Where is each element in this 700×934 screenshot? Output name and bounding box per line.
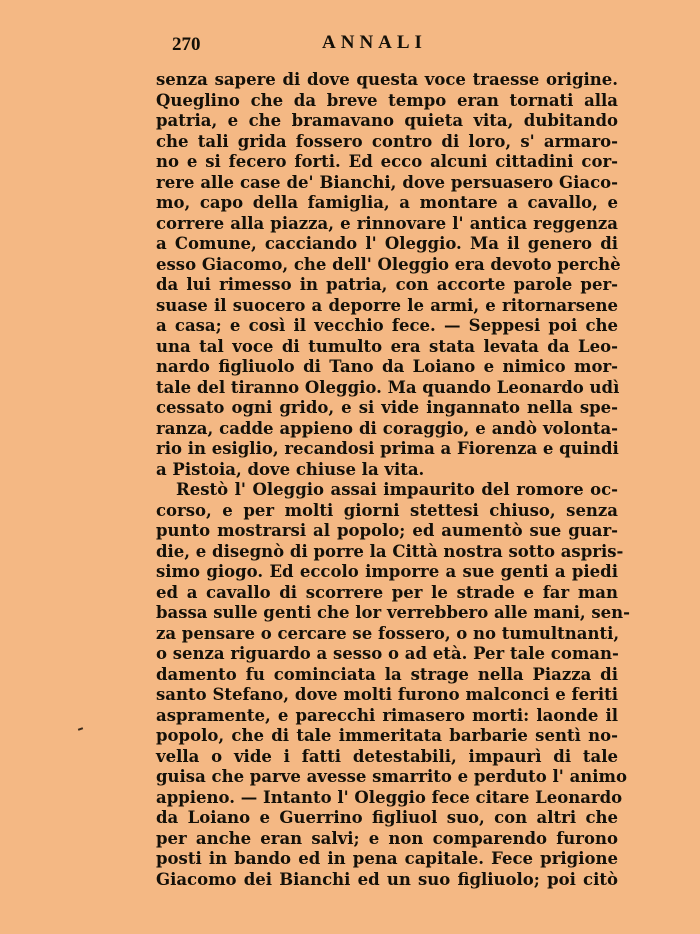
text-line: a Pistoia, dove chiuse la vita.: [156, 459, 425, 479]
page-number: 270: [172, 34, 201, 55]
text-line: da lui rimesso in patria, con accorte parole per-: [156, 275, 618, 294]
text-line: suase il suocero a deporre le armi, e ritornarsene: [156, 295, 618, 315]
text-line: Giacomo dei Bianchi ed un suo figliuolo; poi citò: [156, 869, 618, 889]
text-line: per anche eran salvi; e non comparendo furono: [156, 828, 618, 848]
text-line: una tal voce di tumulto era stata levata da Leo-: [156, 336, 618, 356]
text-line: senza sapere di dove questa voce traesse origine.: [156, 70, 618, 89]
text-line: corso, e per molti giorni stettesi chiuso, senza: [156, 500, 618, 520]
text-line: santo Stefano, dove molti furono malconci e feriti: [156, 685, 618, 704]
text-line: correre alla piazza, e rinnovare l' antica reggenza: [156, 213, 618, 233]
text-line: die, e disegnò di porre la Città nostra sotto aspris-: [156, 541, 624, 561]
text-line: simo giogo. Ed eccolo imporre a sue genti a piedi: [156, 562, 618, 581]
text-line: patria, e che bramavano quieta vita, dubitando: [156, 111, 618, 130]
text-line: rere alle case de' Bianchi, dove persuasero Giaco-: [156, 172, 618, 192]
text-line: za pensare o cercare se fossero, o no tumultnanti,: [156, 623, 620, 643]
text-line: o senza riguardo a sesso o ad età. Per tale coman-: [156, 644, 619, 663]
text-line: da Loiano e Guerrino figliuol suo, con altri che: [156, 808, 618, 827]
text-line: rio in esiglio, recandosi prima a Fiorenza e quindi: [156, 439, 619, 458]
running-title: ANNALI: [322, 32, 427, 53]
text-line: vella o vide i fatti detestabili, impaurì di tale: [156, 746, 618, 766]
text-line: che tali grida fossero contro di loro, s' armaro-: [156, 131, 618, 151]
text-line: appieno. — Intanto l' Oleggio fece citare Leonardo: [156, 787, 623, 807]
text-line: aspramente, e parecchi rimasero morti: laonde il: [156, 705, 618, 725]
text-line: guisa che parve avesse smarrito e perduto l' animo: [156, 767, 627, 786]
text-line: nardo figliuolo di Tano da Loiano e nimico mor-: [156, 357, 618, 376]
text-line: cessato ogni grido, e si vide ingannato nella spe-: [156, 398, 618, 417]
text-line: Queglino che da breve tempo eran tornati alla: [156, 90, 618, 110]
paragraph-1: [156, 70, 621, 480]
text-line: ed a cavallo di scorrere per le strade e far man: [156, 582, 618, 602]
paragraph-2: [156, 480, 630, 890]
text-line: esso Giacomo, che dell' Oleggio era devoto perchè: [156, 254, 621, 274]
text-line: bassa sulle genti che lor verrebbero alle mani, sen-: [156, 603, 630, 622]
page-header: [0, 30, 700, 60]
text-line: punto mostrarsi al popolo; ed aumentò sue guar-: [156, 521, 618, 540]
text-line: posti in bando ed in pena capitale. Fece prigione: [156, 849, 618, 868]
text-line: damento fu cominciata la strage nella Piazza di: [156, 664, 618, 684]
text-line: a casa; e così il vecchio fece. — Seppesi poi che: [156, 316, 618, 335]
body-text: [156, 70, 630, 890]
text-line: no e si fecero forti. Ed ecco alcuni cittadini cor-: [156, 152, 618, 171]
text-line: a Comune, cacciando l' Oleggio. Ma il genero di: [156, 234, 618, 253]
text-line: mo, capo della famiglia, a montare a cavallo, e: [156, 193, 618, 212]
text-line: popolo, che di tale immeritata barbarie sentì no-: [156, 726, 618, 745]
text-line: ranza, cadde appieno di coraggio, e andò volonta-: [156, 418, 618, 438]
text-line: Restò l' Oleggio assai impaurito del romore oc-: [176, 480, 618, 499]
margin-ink-mark: [78, 727, 83, 731]
text-line: tale del tiranno Oleggio. Ma quando Leonardo udì: [156, 377, 620, 397]
